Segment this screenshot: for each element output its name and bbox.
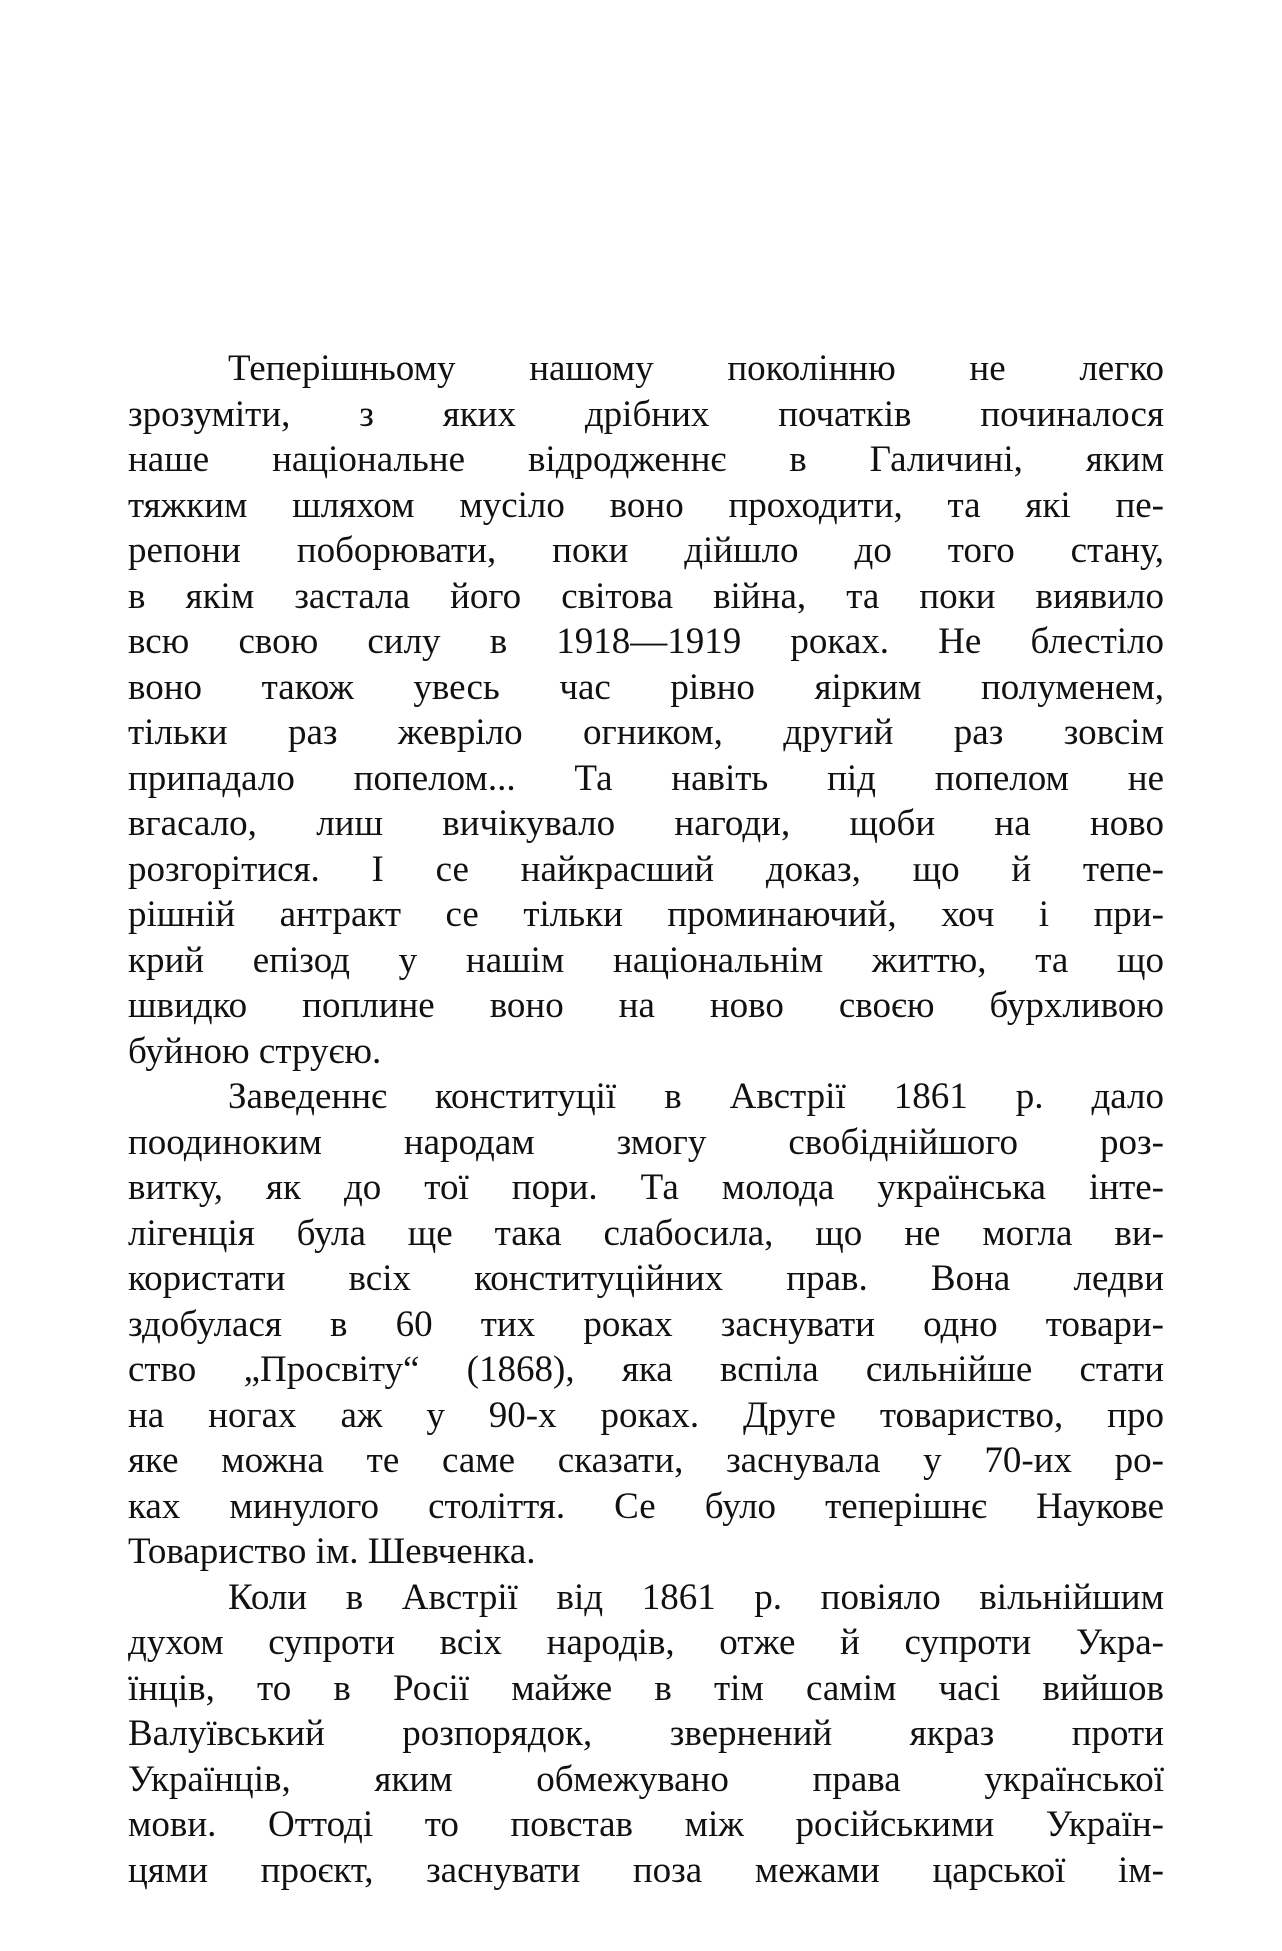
- text-line: цями проєкт, заснувати поза межами царської ім-: [128, 1849, 1164, 1891]
- text-line: зрозуміти, з яких дрібних початків починалося: [128, 393, 1164, 435]
- text-line: швидко поплине воно на ново своєю бурхливою: [128, 985, 1164, 1026]
- text-line: наше національне відродженнє в Галичині, яким: [128, 439, 1164, 480]
- text-line: на ногах аж у 90-х роках. Друге товариство, про: [128, 1394, 1164, 1436]
- text-line: мови. Оттоді то повстав між російськими Україн-: [128, 1804, 1164, 1845]
- text-line: витку, як до тої пори. Та молода українська інте-: [128, 1167, 1164, 1208]
- text-line: духом супроти всіх народів, отже й супроти Укра-: [128, 1622, 1164, 1663]
- text-line: їнців, то в Росії майже в тім самім часі вийшов: [128, 1667, 1164, 1709]
- text-line: ство „Просвіту“ (1868), яка вспіла сильнійше стати: [128, 1349, 1164, 1390]
- text-line: тільки раз жевріло огником, другий раз зовсім: [128, 712, 1164, 753]
- text-line: рішній антракт се тільки проминаючий, хоч і при-: [128, 894, 1164, 935]
- text-line: лігенція була ще така слабосила, що не могла ви-: [128, 1212, 1164, 1254]
- text-line: ках минулого століття. Се було теперішнє Наукове: [128, 1485, 1164, 1527]
- text-line: крий епізод у нашім національнім життю, та що: [128, 939, 1164, 981]
- text-line: тяжким шляхом мусіло воно проходити, та які пе-: [128, 484, 1164, 526]
- text-line: Коли в Австрії від 1861 р. повіяло вільнійшим: [228, 1576, 1164, 1618]
- text-line: яке можна те саме сказати, заснувала у 70-их ро-: [128, 1440, 1164, 1481]
- text-line: Заведеннє конституції в Австрії 1861 р. дало: [228, 1076, 1164, 1117]
- text-line: припадало попелом... Та навіть під попелом не: [128, 757, 1164, 799]
- text-line: всю свою силу в 1918—1919 роках. Не блестіло: [128, 621, 1164, 662]
- text-line: вгасало, лиш вичікувало нагоди, щоби на ново: [128, 803, 1164, 844]
- text-line: здобулася в 60 тих роках заснувати одно товари-: [128, 1303, 1164, 1345]
- text-line: Українців, яким обмежувано права української: [128, 1758, 1164, 1800]
- text-line: Валуївський розпорядок, звернений якраз проти: [128, 1713, 1164, 1754]
- text-line: в якім застала його світова війна, та поки виявило: [128, 575, 1164, 617]
- text-line: буйною струєю.: [128, 1030, 382, 1072]
- text-line: Товариство ім. Шевченка.: [128, 1531, 536, 1572]
- text-line: Теперішньому нашому поколінню не легко: [228, 348, 1164, 389]
- text-line: поодиноким народам змогу свобіднійшого роз-: [128, 1121, 1164, 1163]
- text-line: репони поборювати, поки дійшло до того стану,: [128, 530, 1164, 571]
- body-text: [128, 346, 1164, 1893]
- text-line: розгорітися. І се найкрасший доказ, що й тепе-: [128, 848, 1164, 890]
- text-line: воно також увесь час рівно яірким полуменем,: [128, 666, 1164, 708]
- text-line: користати всіх конституційних прав. Вона ледви: [128, 1258, 1164, 1299]
